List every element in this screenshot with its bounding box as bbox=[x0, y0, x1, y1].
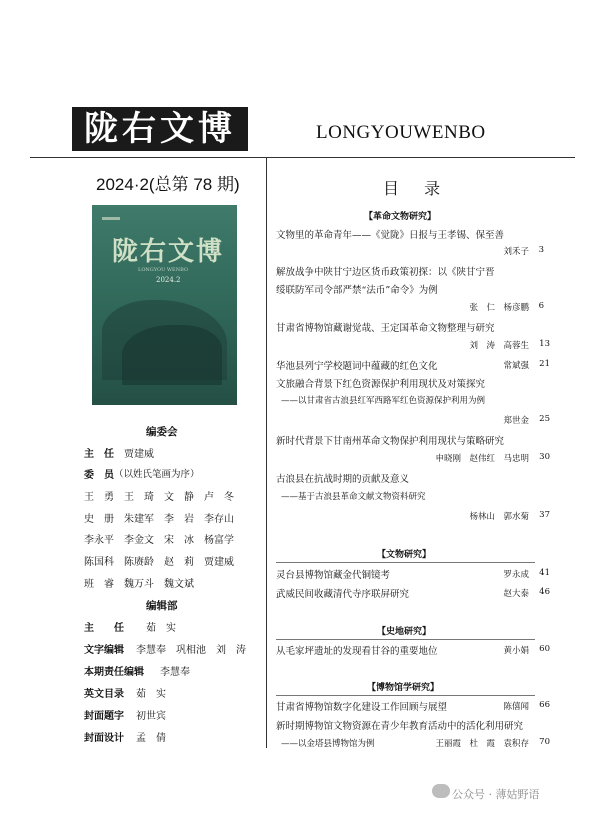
toc-article-authors: 罗永成 bbox=[503, 570, 529, 580]
journal-title: 陇右文博 bbox=[72, 107, 248, 151]
toc-article-authors: 张 仁 杨彦鹏 bbox=[469, 303, 529, 313]
board-member: 文 静 bbox=[164, 492, 194, 503]
toc-article-authors: 陈僖闻 bbox=[503, 702, 529, 712]
toc-article-authors: 郑世金 bbox=[503, 416, 529, 426]
board-member: 陈赓龄 bbox=[124, 557, 154, 568]
toc-article-authors: 申晓刚 赵伟红 马忠明 bbox=[435, 454, 529, 464]
toc-article-title[interactable]: 华池县列宁学校题词中蕴藏的红色文化 bbox=[276, 361, 438, 372]
toc-article-page: 25 bbox=[539, 414, 550, 424]
toc-article-page: 46 bbox=[539, 587, 550, 597]
board-member: 贾建威 bbox=[204, 557, 234, 568]
dept-value: 孟 倩 bbox=[136, 733, 166, 744]
toc-article-page: 41 bbox=[539, 568, 550, 578]
toc-article-title[interactable]: 文旅融合背景下红色资源保护利用现状及对策探究 bbox=[276, 379, 486, 390]
editorial-board-heading: 编委会 bbox=[146, 426, 178, 438]
toc-article-authors: 赵大泰 bbox=[503, 589, 529, 599]
dept-value: 初世宾 bbox=[136, 711, 166, 722]
column-divider bbox=[266, 158, 267, 748]
cover-issue: 2024.2 bbox=[156, 276, 181, 284]
toc-article-page: 66 bbox=[539, 700, 550, 710]
toc-title: 目 录 bbox=[383, 179, 451, 198]
section-divider bbox=[276, 639, 535, 640]
toc-article-authors: 杨林山 郭水菊 bbox=[469, 512, 529, 522]
toc-article-title[interactable]: 新时代背景下甘南州革命文物保护利用现状与策略研究 bbox=[276, 436, 505, 447]
toc-article-authors: 刘 涛 高蓉生 bbox=[469, 341, 529, 351]
toc-article-title-cont[interactable]: 绥联防军司令部严禁“法币”命令》为例 bbox=[276, 285, 438, 296]
toc-article-title[interactable]: 解放战争中陕甘宁边区货币政策初探：以《陕甘宁晋 bbox=[276, 267, 495, 278]
cover-landscape-shadow bbox=[122, 325, 222, 385]
dept-value: 茹 实 bbox=[146, 623, 176, 634]
toc-article-page: 3 bbox=[538, 245, 544, 255]
dept-label: 封面设计 bbox=[84, 733, 124, 744]
toc-article-authors: 黄小娟 bbox=[503, 646, 529, 656]
board-member: 赵 莉 bbox=[164, 557, 194, 568]
toc-article-title[interactable]: 从毛家坪遗址的发现看甘谷的重要地位 bbox=[276, 646, 438, 657]
board-members-note: （以姓氏笔画为序） bbox=[114, 469, 200, 480]
cover-latin: LONGYOU WENBO bbox=[138, 267, 188, 273]
board-member: 魏万斗 bbox=[124, 579, 154, 590]
dept-label: 英文目录 bbox=[84, 689, 124, 700]
toc-article-subtitle: ——以金塔县博物馆为例 bbox=[281, 739, 375, 749]
section-divider bbox=[276, 695, 535, 696]
board-member: 杨富学 bbox=[204, 535, 234, 546]
toc-article-page: 37 bbox=[539, 510, 550, 520]
toc-section-heading: 【史地研究】 bbox=[377, 627, 432, 637]
toc-article-page: 70 bbox=[539, 737, 550, 747]
toc-article-page: 30 bbox=[539, 452, 550, 462]
board-director-label: 主 任 bbox=[84, 449, 114, 460]
toc-section-heading: 【革命文物研究】 bbox=[364, 212, 437, 222]
wechat-icon bbox=[432, 784, 450, 798]
editorial-dept-heading: 编辑部 bbox=[146, 600, 178, 612]
toc-article-authors: 刘禾子 bbox=[503, 247, 529, 257]
board-member: 史 册 bbox=[84, 514, 114, 525]
header-divider bbox=[30, 157, 575, 158]
board-member: 班 睿 bbox=[84, 579, 114, 590]
dept-label: 本期责任编辑 bbox=[84, 667, 144, 678]
toc-article-page: 6 bbox=[538, 301, 544, 311]
toc-article-page: 21 bbox=[539, 359, 550, 369]
board-member: 李金文 bbox=[124, 535, 154, 546]
toc-article-title[interactable]: 古浪县在抗战时期的贡献及意义 bbox=[276, 474, 410, 485]
board-member: 李 岩 bbox=[164, 514, 194, 525]
board-members-label: 委 员 bbox=[84, 470, 114, 481]
toc-section-heading: 【文物研究】 bbox=[377, 550, 432, 560]
toc-article-subtitle: ——基于古浪县革命文献文物资料研究 bbox=[281, 492, 426, 502]
board-member: 陈国科 bbox=[84, 557, 114, 568]
watermark: 公众号 · 薄姑野语 bbox=[452, 788, 540, 801]
board-member: 李永平 bbox=[84, 535, 114, 546]
toc-article-page: 13 bbox=[539, 339, 550, 349]
toc-article-page: 60 bbox=[539, 644, 550, 654]
toc-article-title[interactable]: 甘肃省博物馆藏谢觉哉、王定国革命文物整理与研究 bbox=[276, 323, 495, 334]
board-member: 魏文斌 bbox=[164, 579, 194, 590]
cover-title: 陇右文博 bbox=[112, 237, 225, 267]
issue-line: 2024·2(总第 78 期) bbox=[96, 175, 240, 194]
board-member: 王 琦 bbox=[124, 492, 154, 503]
toc-article-title[interactable]: 灵台县博物馆藏金代铜镜考 bbox=[276, 570, 391, 581]
toc-article-subtitle: ——以甘肃省古浪县红军西路军红色资源保护利用为例 bbox=[281, 396, 486, 406]
toc-article-title[interactable]: 武威民间收藏清代寺序联屏研究 bbox=[276, 589, 410, 600]
dept-label: 文字编辑 bbox=[84, 645, 124, 656]
dept-value: 李慧奉 巩相池 刘 涛 bbox=[136, 645, 246, 656]
toc-article-title[interactable]: 新时期博物馆文物资源在青少年教育活动中的活化利用研究 bbox=[276, 721, 524, 732]
section-divider bbox=[276, 562, 535, 563]
toc-article-authors: 常斌强 bbox=[503, 361, 529, 371]
board-director: 贾建威 bbox=[124, 449, 154, 460]
board-member: 宋 冰 bbox=[164, 535, 194, 546]
cover-image bbox=[92, 205, 237, 405]
board-member: 王 勇 bbox=[84, 492, 114, 503]
board-member: 朱建军 bbox=[124, 514, 154, 525]
toc-section-heading: 【博物馆学研究】 bbox=[367, 683, 440, 693]
dept-label: 主 任 bbox=[84, 623, 124, 634]
dept-value: 茹 实 bbox=[136, 689, 166, 700]
toc-article-title[interactable]: 文物里的革命青年——《觉陇》日报与王孝锡、保至善 bbox=[276, 230, 505, 241]
dept-label: 封面题字 bbox=[84, 711, 124, 722]
toc-article-authors: 王丽霞 杜 霞 袁积存 bbox=[435, 739, 529, 749]
board-member: 卢 冬 bbox=[204, 492, 234, 503]
dept-value: 李慧奉 bbox=[160, 667, 190, 678]
cover-emblem bbox=[102, 217, 120, 220]
board-member: 李存山 bbox=[204, 514, 234, 525]
journal-latin-title: LONGYOUWENBO bbox=[316, 122, 486, 143]
toc-article-title[interactable]: 甘肃省博物馆数字化建设工作回顾与展望 bbox=[276, 702, 448, 713]
